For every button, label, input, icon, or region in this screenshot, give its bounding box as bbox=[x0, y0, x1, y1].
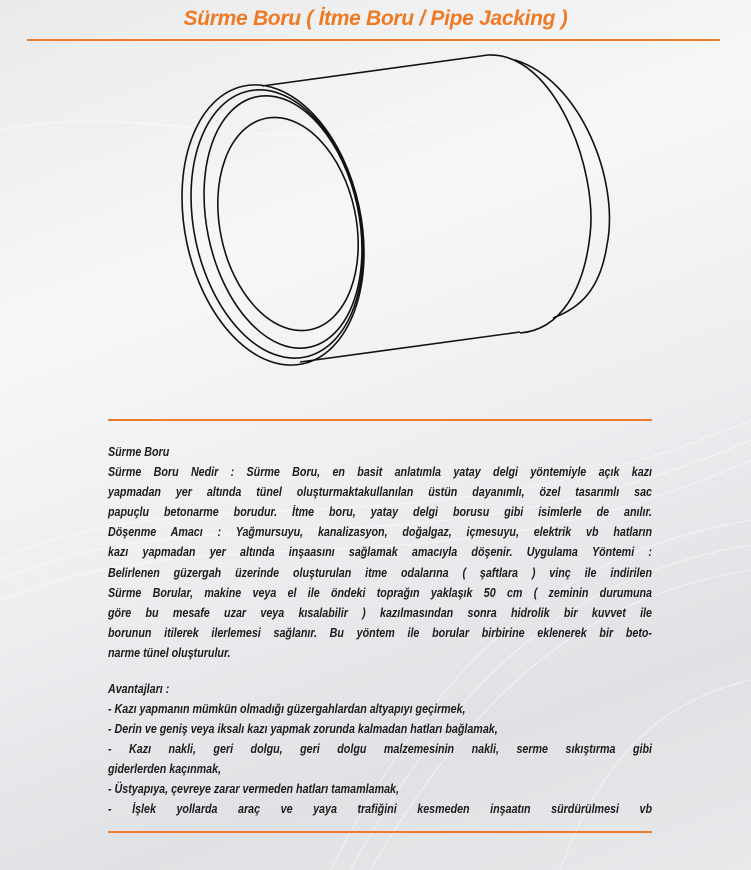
paragraph-line: göre bu mesafe uzar veya kısalabilir ) kazılmasından sonra hidrolik bir kuvvet ile bbox=[108, 606, 652, 620]
advantage-item: - Kazı nakli, geri dolgu, geri dolgu malzemesinin nakli, serme sıkıştırma gibi bbox=[108, 742, 652, 756]
paragraph-line: papuçlu betonarme borudur. İtme boru, yatay delgi borusu gibi isimlerle de anılır. bbox=[108, 505, 652, 519]
paragraph-line: Döşenme Amacı : Yağmursuyu, kanalizasyon, doğalgaz, içmesuyu, elektrik vb hatların bbox=[108, 525, 652, 539]
paragraph-line: Sürme Boru Nedir : Sürme Boru, en basit anlatımla yatay delgi yöntemiyle açık kazı bbox=[108, 465, 652, 479]
paragraph-line: Belirlenen güzergah üzerinde oluşturulan itme odalarına ( şaftlara ) vinç ile indirilen bbox=[108, 566, 652, 580]
section-heading: Sürme Boru bbox=[108, 445, 170, 459]
page-title: Sürme Boru ( İtme Boru / Pipe Jacking ) bbox=[183, 7, 568, 30]
advantages-heading: Avantajları : bbox=[108, 682, 170, 696]
pipe-illustration bbox=[0, 0, 751, 420]
advantage-item: - İşlek yollarda araç ve yaya trafiğini kesmeden inşaatın sürdürülmesi vb bbox=[108, 802, 652, 816]
paragraph-line: Sürme Borular, makine veya el ile öndeki toprağın yaklaşık 50 cm ( zeminin durumuna bbox=[108, 586, 652, 600]
advantage-item: giderlerden kaçınmak, bbox=[108, 762, 222, 776]
advantage-item: - Derin ve geniş veya iksalı kazı yapmak zorunda kalmadan hatları bağlamak, bbox=[108, 722, 498, 736]
paragraph-line: narme tünel oluşturulur. bbox=[108, 646, 231, 660]
middle-divider bbox=[108, 419, 652, 421]
bottom-divider bbox=[108, 831, 652, 833]
paragraph-line: borunun itilerek ilerlemesi sağlanır. Bu yöntem ile borular birbirine eklenerek bir beto- bbox=[108, 626, 652, 640]
paragraph-line: yapmadan yer altında tünel oluşturmaktakullanılan üstün dayanımlı, özel tasarımlı sac bbox=[108, 485, 652, 499]
advantage-item: - Kazı yapmanın mümkün olmadığı güzergahlardan altyapıyı geçirmek, bbox=[108, 702, 466, 716]
paragraph-line: kazı yapmadan yer altında inşaasını sağlamak amacıyla döşenir. Uygulama Yöntemi : bbox=[108, 545, 652, 559]
advantage-item: - Üstyapıya, çevreye zarar vermeden hatları tamamlamak, bbox=[108, 782, 399, 796]
